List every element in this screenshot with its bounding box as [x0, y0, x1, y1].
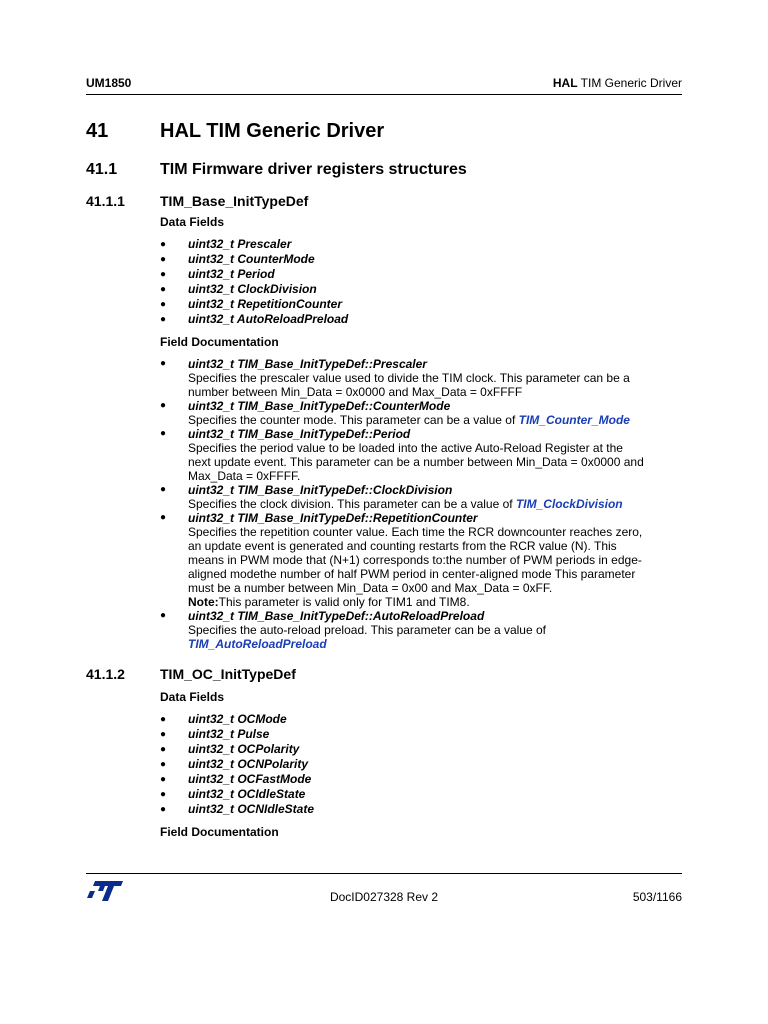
data-fields-label: Data Fields	[160, 690, 225, 704]
field-description: number between Min_Data = 0x0000 and Max_Data = 0xFFFF	[188, 385, 523, 399]
field-documentation-list	[160, 357, 690, 651]
page-header	[86, 76, 682, 92]
field-description: Specifies the auto-reload preload. This parameter can be a value of	[188, 623, 546, 637]
bullet-icon: ●	[160, 729, 167, 740]
field-description: Specifies the prescaler value used to divide the TIM clock. This parameter can be a	[188, 371, 630, 385]
data-fields-label: Data Fields	[160, 215, 225, 229]
field-documentation-label: Field Documentation	[160, 825, 279, 839]
list-item	[160, 712, 690, 727]
field-name: uint32_t OCFastMode	[188, 772, 312, 786]
list-item	[160, 427, 690, 483]
bullet-icon: ●	[160, 804, 167, 815]
field-description: Specifies the period value to be loaded into the active Auto-Reload Register at the	[188, 441, 623, 455]
counter-mode-link[interactable]: TIM_Counter_Mode	[518, 413, 630, 427]
field-description: Specifies the repetition counter value. Each time the RCR downcounter reaches zero,	[188, 525, 643, 539]
field-signature: uint32_t TIM_Base_InitTypeDef::ClockDivision	[188, 483, 453, 497]
header-rule	[86, 94, 682, 95]
bullet-icon: ●	[160, 484, 167, 495]
bullet-icon: ●	[160, 774, 167, 785]
subsection-number-2: 41.1.2	[86, 666, 125, 682]
bullet-icon: ●	[160, 239, 167, 250]
description-text: Specifies the counter mode. This parameter can be a value of	[188, 413, 519, 427]
field-description: Max_Data = 0xFFFF.	[188, 469, 301, 483]
list-item	[160, 511, 690, 609]
sub1-content	[160, 215, 690, 651]
bullet-icon: ●	[160, 314, 167, 325]
list-item	[160, 267, 690, 282]
list-item	[160, 772, 690, 787]
field-signature: uint32_t TIM_Base_InitTypeDef::RepetitionCounter	[188, 511, 478, 525]
field-name: uint32_t OCIdleState	[188, 787, 306, 801]
footer-rule	[86, 873, 682, 874]
note	[188, 595, 690, 609]
bullet-icon: ●	[160, 400, 167, 411]
field-description: must be a number between Min_Data = 0x00 and Max_Data = 0xFF.	[188, 581, 553, 595]
field-signature: uint32_t TIM_Base_InitTypeDef::CounterMode	[188, 399, 451, 413]
field-description	[188, 413, 690, 427]
field-name: uint32_t OCPolarity	[188, 742, 300, 756]
running-title-rest: TIM Generic Driver	[577, 76, 682, 90]
doc-code: UM1850	[86, 76, 132, 90]
bullet-icon: ●	[160, 759, 167, 770]
bullet-icon: ●	[160, 789, 167, 800]
chapter-title: HAL TIM Generic Driver	[160, 120, 385, 142]
list-item	[160, 297, 690, 312]
note-text: This parameter is valid only for TIM1 and TIM8.	[218, 595, 470, 609]
bullet-icon: ●	[160, 714, 167, 725]
field-name: uint32_t CounterMode	[188, 252, 315, 266]
field-description: aligned modethe number of half PWM period in center-aligned mode This parameter	[188, 567, 636, 581]
list-item	[160, 757, 690, 772]
section-number: 41.1	[86, 161, 118, 178]
data-fields-list	[160, 712, 690, 817]
list-item	[160, 252, 690, 267]
doc-id: DocID027328 Rev 2	[329, 890, 439, 904]
field-signature: uint32_t TIM_Base_InitTypeDef::Period	[188, 427, 411, 441]
subsection-title-2: TIM_OC_InitTypeDef	[160, 666, 296, 682]
field-name: uint32_t AutoReloadPreload	[188, 312, 349, 326]
description-text: Specifies the clock division. This parameter can be a value of	[188, 497, 516, 511]
clock-division-link[interactable]: TIM_ClockDivision	[515, 497, 623, 511]
list-item	[160, 787, 690, 802]
field-description: an update event is generated and counting restarts from the RCR value (N). This	[188, 539, 617, 553]
list-item	[160, 802, 690, 817]
running-title-bold: HAL	[552, 76, 578, 90]
chapter-heading	[86, 120, 384, 143]
field-name: uint32_t RepetitionCounter	[188, 297, 343, 311]
list-item	[160, 237, 690, 252]
running-title	[553, 76, 682, 90]
bullet-icon: ●	[160, 254, 167, 265]
list-item	[160, 312, 690, 327]
bullet-icon: ●	[160, 428, 167, 439]
bullet-icon: ●	[160, 744, 167, 755]
field-name: uint32_t Prescaler	[188, 237, 292, 251]
subsection-heading-2	[86, 666, 296, 682]
field-name: uint32_t OCMode	[188, 712, 287, 726]
list-item	[160, 727, 690, 742]
note-label: Note:	[188, 595, 219, 609]
sub2-content	[160, 690, 690, 839]
list-item	[160, 357, 690, 399]
section-heading	[86, 161, 467, 179]
page-number: 503/1166	[632, 890, 682, 904]
list-item	[160, 399, 690, 427]
field-description: means in PWM mode that (N+1) corresponds to:the number of PWM periods in edge-	[188, 553, 642, 567]
field-name: uint32_t Pulse	[188, 727, 270, 741]
list-item	[160, 483, 690, 511]
bullet-icon: ●	[160, 358, 167, 369]
subsection-heading-1	[86, 193, 308, 209]
field-signature: uint32_t TIM_Base_InitTypeDef::Prescaler	[188, 357, 427, 371]
field-name: uint32_t OCNIdleState	[188, 802, 315, 816]
subsection-title-1: TIM_Base_InitTypeDef	[160, 193, 309, 209]
bullet-icon: ●	[160, 284, 167, 295]
section-title: TIM Firmware driver registers structures	[160, 161, 467, 178]
auto-reload-preload-link[interactable]: TIM_AutoReloadPreload	[188, 637, 327, 651]
bullet-icon: ●	[160, 512, 167, 523]
chapter-number: 41	[86, 120, 109, 142]
list-item	[160, 282, 690, 297]
field-name: uint32_t Period	[188, 267, 275, 281]
bullet-icon: ●	[160, 610, 167, 621]
field-name: uint32_t OCNPolarity	[188, 757, 309, 771]
field-signature: uint32_t TIM_Base_InitTypeDef::AutoReloadPreload	[188, 609, 485, 623]
field-documentation-label: Field Documentation	[160, 335, 279, 349]
list-item	[160, 742, 690, 757]
bullet-icon: ●	[160, 269, 167, 280]
field-description: next update event. This parameter can be a number between Min_Data = 0x0000 and	[188, 455, 644, 469]
subsection-number-1: 41.1.1	[86, 193, 125, 209]
field-name: uint32_t ClockDivision	[188, 282, 317, 296]
list-item	[160, 609, 690, 651]
bullet-icon: ●	[160, 299, 167, 310]
field-description	[188, 497, 690, 511]
data-fields-list	[160, 237, 690, 327]
